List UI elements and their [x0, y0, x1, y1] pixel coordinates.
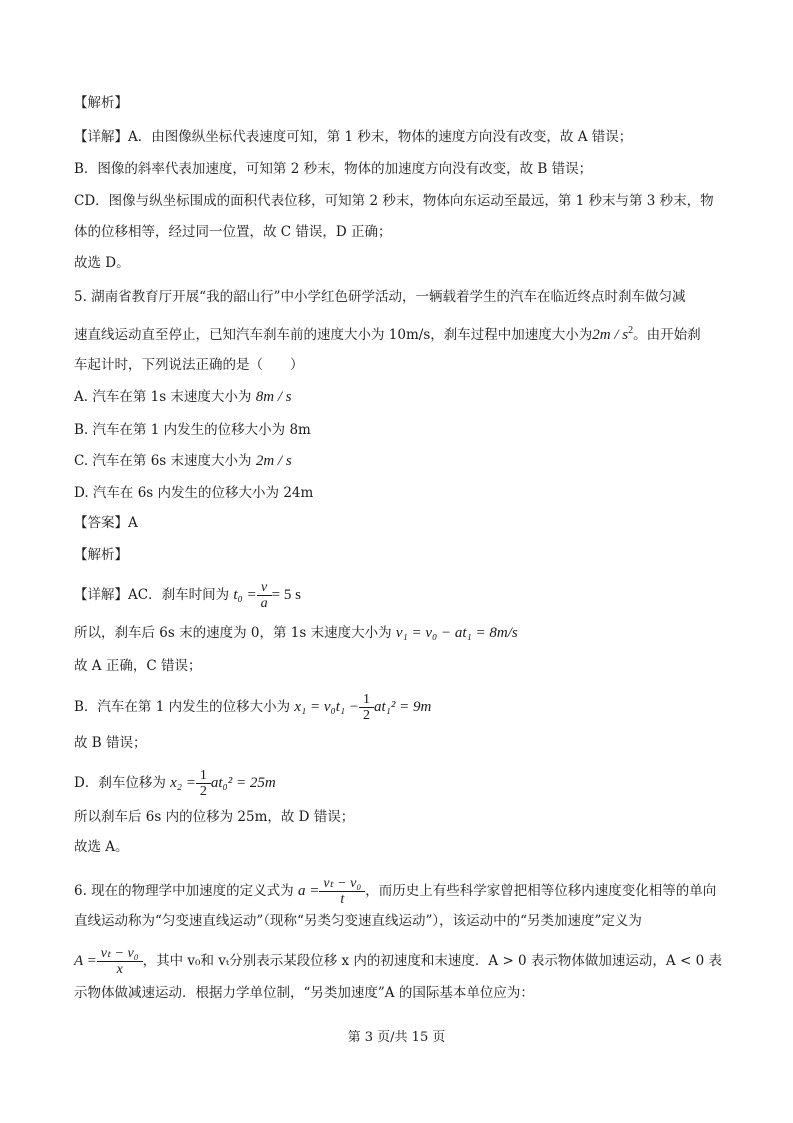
equation-t0: t₀ = $\frac{v}{a}$ = 5 s — [233, 580, 301, 611]
page-footer: 第 3 页/共 15 页 — [347, 1030, 446, 1045]
option-c: C. 汽车在第 6s 末速度大小为 2m / s — [74, 453, 292, 469]
explanation-line: CD．图像与纵坐标围成的面积代表位移，可知第 2 秒末，物体向东运动至最远，第 1 秒末与第 3 秒末，物 — [74, 193, 714, 209]
solution-line: B．汽车在第 1 内发生的位移大小为 x₁ = v₀t₁ − $\frac{1}{2}$ at₁² = 9m — [74, 692, 432, 723]
solution-line: D．刹车位移为 x₂ = $\frac{1}{2}$ at₀² = 25m — [74, 768, 276, 799]
question-5-stem: 5. 湖南省教育厅开展“我的韶山行”中小学红色研学活动，一辆载着学生的汽车在临近终点时刹车做匀减 — [74, 289, 686, 305]
question-5-stem — [74, 322, 701, 344]
answer-choice-line: 故选 D。 — [74, 255, 130, 271]
equation-a-definition: a = $\frac{\text{vₜ − v₀}}{t}$ — [298, 883, 365, 899]
option-d: D. 汽车在 6s 内发生的位移大小为 24m — [74, 485, 314, 501]
analysis-label: 【解析】 — [74, 547, 128, 563]
solution-line: 所以刹车后 6s 内的位移为 25m，故 D 错误； — [74, 809, 355, 825]
option-b: B. 汽车在第 1 内发生的位移大小为 8m — [74, 422, 311, 438]
explanation-line: 【详解】A．由图像纵坐标代表速度可知，第 1 秒末，物体的速度方向没有改变，故 A 错误； — [74, 129, 633, 145]
question-6-stem: A = $\frac{\text{vₜ − v₀}}{x}$ ，其中 v₀和 vₜ分别表示某段位移 x 内的初速度和末速度．A > 0 表示物体做加速运动，A < 0 表 — [74, 946, 722, 977]
solution-line: 【详解】AC．刹车时间为 t₀ = $\frac{v}{a}$ = 5 s — [74, 580, 301, 611]
answer-choice-line: 故选 A。 — [74, 839, 129, 855]
question-6-stem: 直线运动称为“匀变速直线运动”（现称“另类匀变速直线运动”），该运动中的“另类加速度”定义为 — [74, 913, 642, 929]
acceleration-value: $2m / s^2$ — [592, 325, 634, 343]
option-a: A. 汽车在第 1s 末速度大小为 8m / s — [74, 389, 292, 405]
question-6-stem: 示物体做减速运动．根据力学单位制，“另类加速度”A 的国际基本单位应为： — [74, 985, 534, 1001]
solution-line: 故 B 错误； — [74, 735, 147, 751]
option-a-value: 8m / s — [255, 389, 292, 405]
solution-line: 所以，刹车后 6s 末的速度为 0，第 1s 末速度大小为 v₁ = v₀ − at₁ = 8m/s — [74, 625, 518, 641]
equation-A-definition: A = $\frac{\text{vₜ − v₀}}{x}$ — [74, 953, 143, 969]
stem-text: 。由开始刹 — [633, 327, 701, 343]
equation-x2: x₂ = $\frac{1}{2}$ at₀² = 25m — [170, 768, 276, 799]
analysis-label: 【解析】 — [74, 95, 128, 111]
question-5-stem: 车起计时，下列说法正确的是（ ） — [74, 357, 304, 373]
option-c-value: 2m / s — [255, 453, 292, 469]
answer-label: 【答案】A — [74, 515, 138, 531]
equation-v1: v₁ = v₀ − at₁ = 8m/s — [395, 625, 518, 641]
solution-line: 故 A 正确，C 错误； — [74, 658, 202, 674]
equation-x1: x₁ = v₀t₁ − $\frac{1}{2}$ at₁² = 9m — [294, 692, 432, 723]
explanation-line: 体的位移相等，经过同一位置，故 C 错误，D 正确； — [74, 224, 392, 240]
explanation-line: B．图像的斜率代表加速度，可知第 2 秒末，物体的加速度方向没有改变，故 B 错误； — [74, 161, 593, 177]
question-6-stem: 6. 现在的物理学中加速度的定义式为 a = $\frac{\text{vₜ − v₀}}{t}$ ，而历史上有些科学家曾把相等位移内速度变化相等的单向 — [74, 876, 717, 907]
stem-text: 速直线运动直至停止，已知汽车刹车前的速度大小为 10m/s，刹车过程中加速度大小为 — [74, 327, 593, 343]
